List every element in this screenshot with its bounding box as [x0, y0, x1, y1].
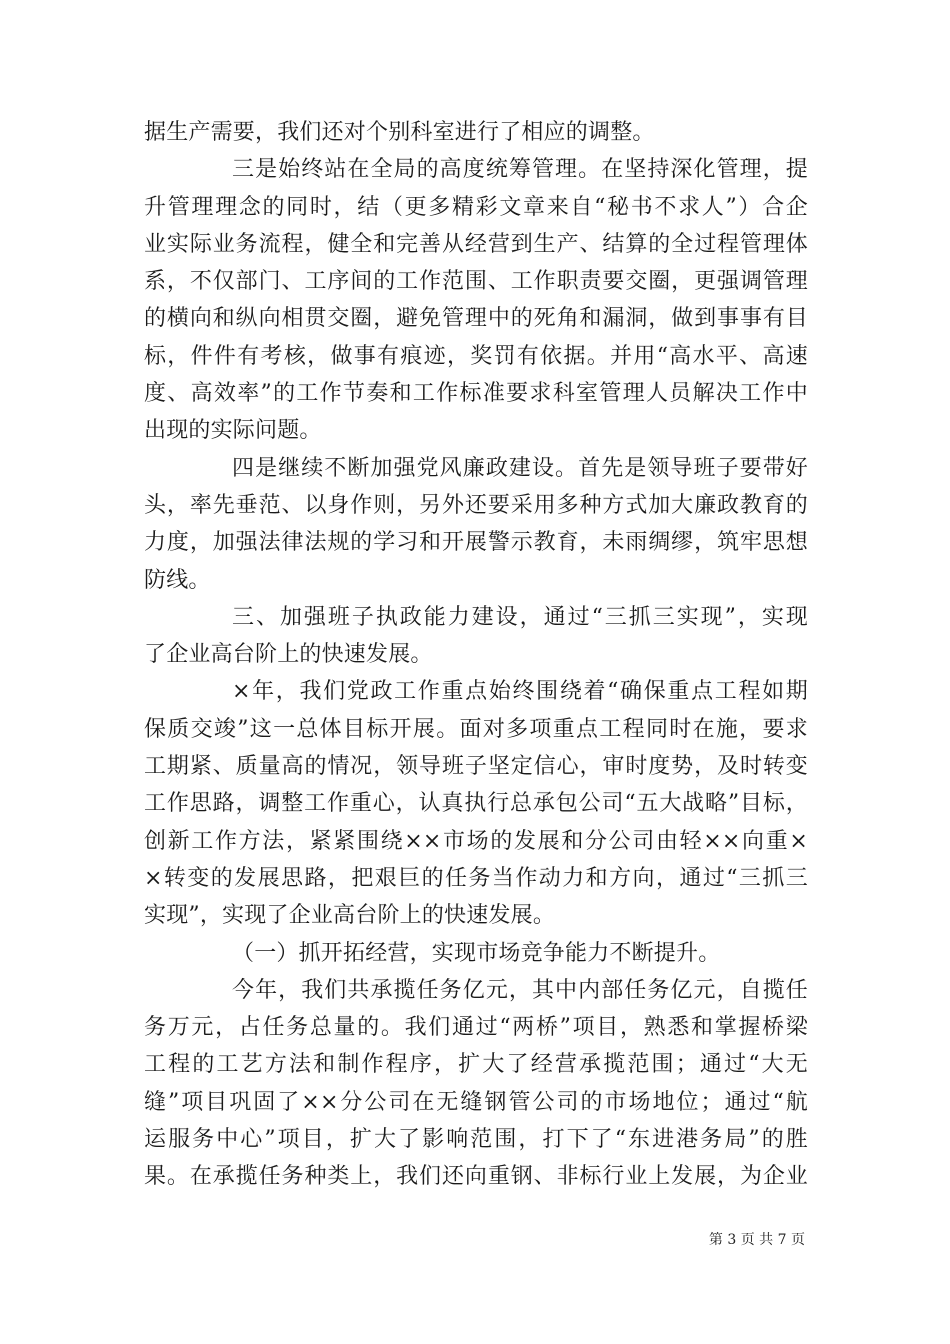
text-line: 工作思路，调整工作重心，认真执行总承包公司“五大战略”目标，: [144, 791, 808, 817]
text-line: 升管理理念的同时，结（更多精彩文章来自“秘书不求人”）合企: [144, 194, 808, 220]
text-line: 今年，我们共承揽任务亿元，其中内部任务亿元，自揽任: [232, 977, 808, 1003]
text-line: 实现”，实现了企业高台阶上的快速发展。: [144, 903, 556, 929]
text-line: 保质交竣”这一总体目标开展。面对多项重点工程同时在施，要求: [144, 716, 808, 742]
text-line: 系，不仅部门、工序间的工作范围、工作职责要交圈，更强调管理: [144, 269, 808, 295]
text-line: 业实际业务流程，健全和完善从经营到生产、结算的全过程管理体: [144, 231, 808, 257]
text-line: 度、高效率”的工作节奏和工作标准要求科室管理人员解决工作中: [144, 381, 808, 407]
text-line: 务万元，占任务总量的。我们通过“两桥”项目，熟悉和掌握桥梁: [144, 1015, 808, 1041]
text-line: 标，件件有考核，做事有痕迹，奖罚有依据。并用“高水平、高速: [144, 343, 808, 369]
text-line: 出现的实际问题。: [144, 418, 322, 444]
text-line: 头，率先垂范、以身作则，另外还要采用多种方式加大廉政教育的: [144, 492, 808, 518]
text-line: 运服务中心”项目，扩大了影响范围，打下了“东进港务局”的胜: [144, 1127, 808, 1153]
text-line: 四是继续不断加强党风廉政建设。首先是领导班子要带好: [232, 455, 808, 481]
text-line: （一）抓开拓经营，实现市场竞争能力不断提升。: [232, 940, 721, 966]
text-line: 的横向和纵向相贯交圈，避免管理中的死角和漏洞，做到事事有目: [144, 306, 808, 332]
text-line: 工程的工艺方法和制作程序，扩大了经营承揽范围；通过“大无: [144, 1052, 808, 1078]
page-number-footer: 第 3 页 共 7 页: [708, 1232, 805, 1248]
text-line: 了企业高台阶上的快速发展。: [144, 642, 433, 668]
text-line: ×年，我们党政工作重点始终围绕着“确保重点工程如期: [232, 679, 808, 705]
body-text: [144, 114, 808, 1196]
text-line: ×转变的发展思路，把艰巨的任务当作动力和方向，通过“三抓三: [144, 865, 808, 891]
text-line: 三、加强班子执政能力建设，通过“三抓三实现”，实现: [232, 604, 808, 630]
text-line: 力度，加强法律法规的学习和开展警示教育，未雨绸缪，筑牢思想: [144, 530, 808, 556]
text-line: 果。在承揽任务种类上，我们还向重钢、非标行业上发展，为企业: [144, 1164, 808, 1190]
text-line: 防线。: [144, 567, 211, 593]
text-line: 缝”项目巩固了××分公司在无缝钢管公司的市场地位；通过“航: [144, 1089, 808, 1115]
text-line: 据生产需要，我们还对个别科室进行了相应的调整。: [144, 120, 655, 145]
text-line: 三是始终站在全局的高度统筹管理。在坚持深化管理，提: [232, 157, 808, 183]
text-line: 创新工作方法，紧紧围绕××市场的发展和分公司由轻××向重×: [144, 828, 808, 854]
text-line: 工期紧、质量高的情况，领导班子坚定信心，审时度势，及时转变: [144, 754, 808, 780]
